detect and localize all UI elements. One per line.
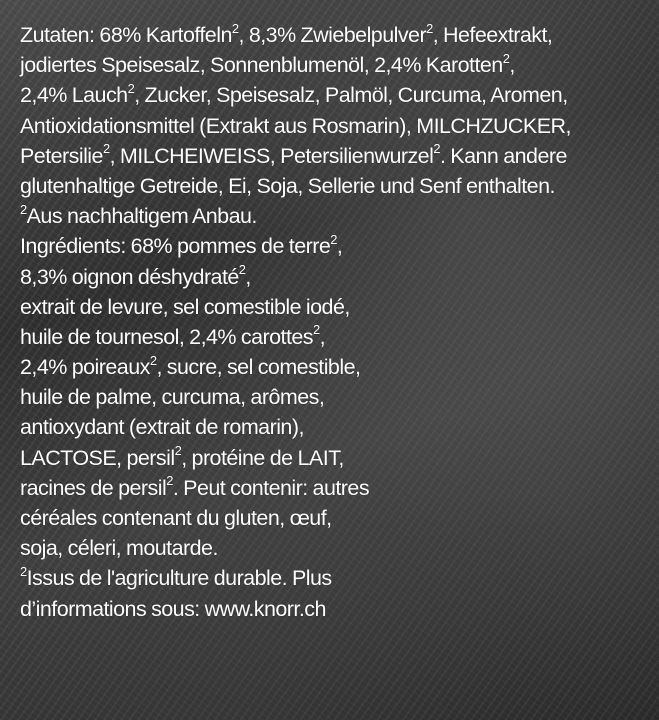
ingredients-line	[20, 563, 650, 593]
ingredients-line	[20, 171, 650, 201]
ingredients-text-segment: jodiertes Speisesalz, Sonnenblumenöl, 2,4% Karotten	[20, 53, 503, 78]
ingredients-text-segment: , MILCHEIWEISS, Petersilienwurzel	[109, 143, 434, 168]
ingredients-line	[20, 292, 650, 322]
ingredients-text-segment: , Hefeextrakt,	[432, 23, 553, 47]
ingredients-text-segment: ,	[336, 234, 343, 259]
ingredients-text-segment: 8,3% oignon déshydraté	[20, 264, 239, 289]
ingredients-text-segment: , protéine de LAIT,	[181, 445, 344, 470]
ingredients-text-segment: , Zucker, Speisesalz, Palmöl, Curcuma, Aromen,	[134, 83, 568, 108]
ingredients-text-segment: . Peut contenir: autres	[172, 475, 370, 500]
ingredients-line	[20, 594, 650, 624]
ingredients-text-segment: racines de persil	[20, 475, 167, 500]
footnote-marker: 2	[20, 563, 27, 579]
footnote-marker: 2	[102, 141, 110, 157]
ingredients-line	[20, 443, 650, 473]
ingredients-line	[20, 141, 650, 171]
ingredients-line	[20, 231, 650, 261]
ingredients-line	[20, 382, 650, 412]
ingredients-line	[20, 503, 650, 533]
footnote-marker: 2	[166, 473, 173, 489]
ingredients-line	[20, 80, 650, 110]
ingredients-text-segment: antioxydant (extrait de romarin),	[20, 415, 304, 440]
ingredients-text-segment: huile de palme, curcuma, arômes,	[20, 385, 325, 410]
ingredients-text-segment: . Kann andere	[439, 143, 567, 168]
ingredients-text-segment: Antioxidationsmittel (Extrakt aus Rosmarin), MILCHZUCKER,	[20, 113, 571, 138]
ingredients-line	[20, 352, 650, 382]
footnote-marker: 2	[238, 262, 246, 278]
ingredients-text-segment: Zutaten: 68% Kartoffeln	[20, 23, 232, 47]
footnote-marker: 2	[313, 322, 320, 338]
footnote-marker: 2	[149, 352, 157, 368]
footnote-marker: 2	[502, 50, 510, 66]
ingredients-text-segment: soja, céleri, moutarde.	[20, 536, 218, 561]
ingredients-text-segment: ,	[245, 264, 251, 289]
ingredients-text-segment: 2,4% poireaux	[20, 355, 150, 380]
ingredients-text-segment: d’informations sous: www.knorr.ch	[20, 596, 326, 621]
ingredients-text-segment: 2,4% Lauch	[20, 83, 128, 108]
footnote-marker: 2	[20, 201, 27, 217]
ingredients-text-segment: Issus de l'agriculture durable. Plus	[26, 566, 332, 591]
footnote-marker: 2	[426, 20, 433, 36]
ingredients-line	[20, 50, 650, 80]
ingredients-line	[20, 473, 650, 503]
ingredients-text-segment: LACTOSE, persil	[20, 445, 175, 470]
ingredients-text-segment: Ingrédients: 68% pommes de terre	[20, 234, 331, 259]
ingredients-text-segment: Aus nachhaltigem Anbau.	[26, 204, 257, 229]
ingredients-line	[20, 262, 650, 292]
ingredients-text-segment: ,	[509, 53, 515, 78]
footnote-marker: 2	[433, 141, 440, 157]
ingredients-line	[20, 533, 650, 563]
footnote-marker: 2	[330, 231, 337, 247]
ingredients-text-segment: , 8,3% Zwiebelpulver	[238, 23, 427, 47]
ingredients-text-segment: , sucre, sel comestible,	[156, 355, 361, 380]
ingredients-text-segment: extrait de levure, sel comestible iodé,	[20, 294, 350, 319]
ingredients-text-segment: huile de tournesol, 2,4% carottes	[20, 324, 313, 349]
ingredients-text-segment: glutenhaltige Getreide, Ei, Soja, Sellerie und Senf enthalten.	[20, 173, 555, 198]
ingredients-line	[20, 201, 650, 231]
ingredients-text-segment: Petersilie	[20, 143, 103, 168]
ingredients-line	[20, 322, 650, 352]
ingredients-text-segment: ,	[319, 324, 326, 349]
ingredients-line	[20, 20, 650, 50]
ingredients-text-segment: céréales contenant du gluten, œuf,	[20, 506, 332, 530]
ingredients-line	[20, 111, 650, 141]
footnote-marker: 2	[231, 20, 239, 36]
ingredients-text	[20, 20, 650, 624]
ingredients-line	[20, 412, 650, 442]
footnote-marker: 2	[127, 80, 135, 96]
footnote-marker: 2	[174, 443, 182, 459]
